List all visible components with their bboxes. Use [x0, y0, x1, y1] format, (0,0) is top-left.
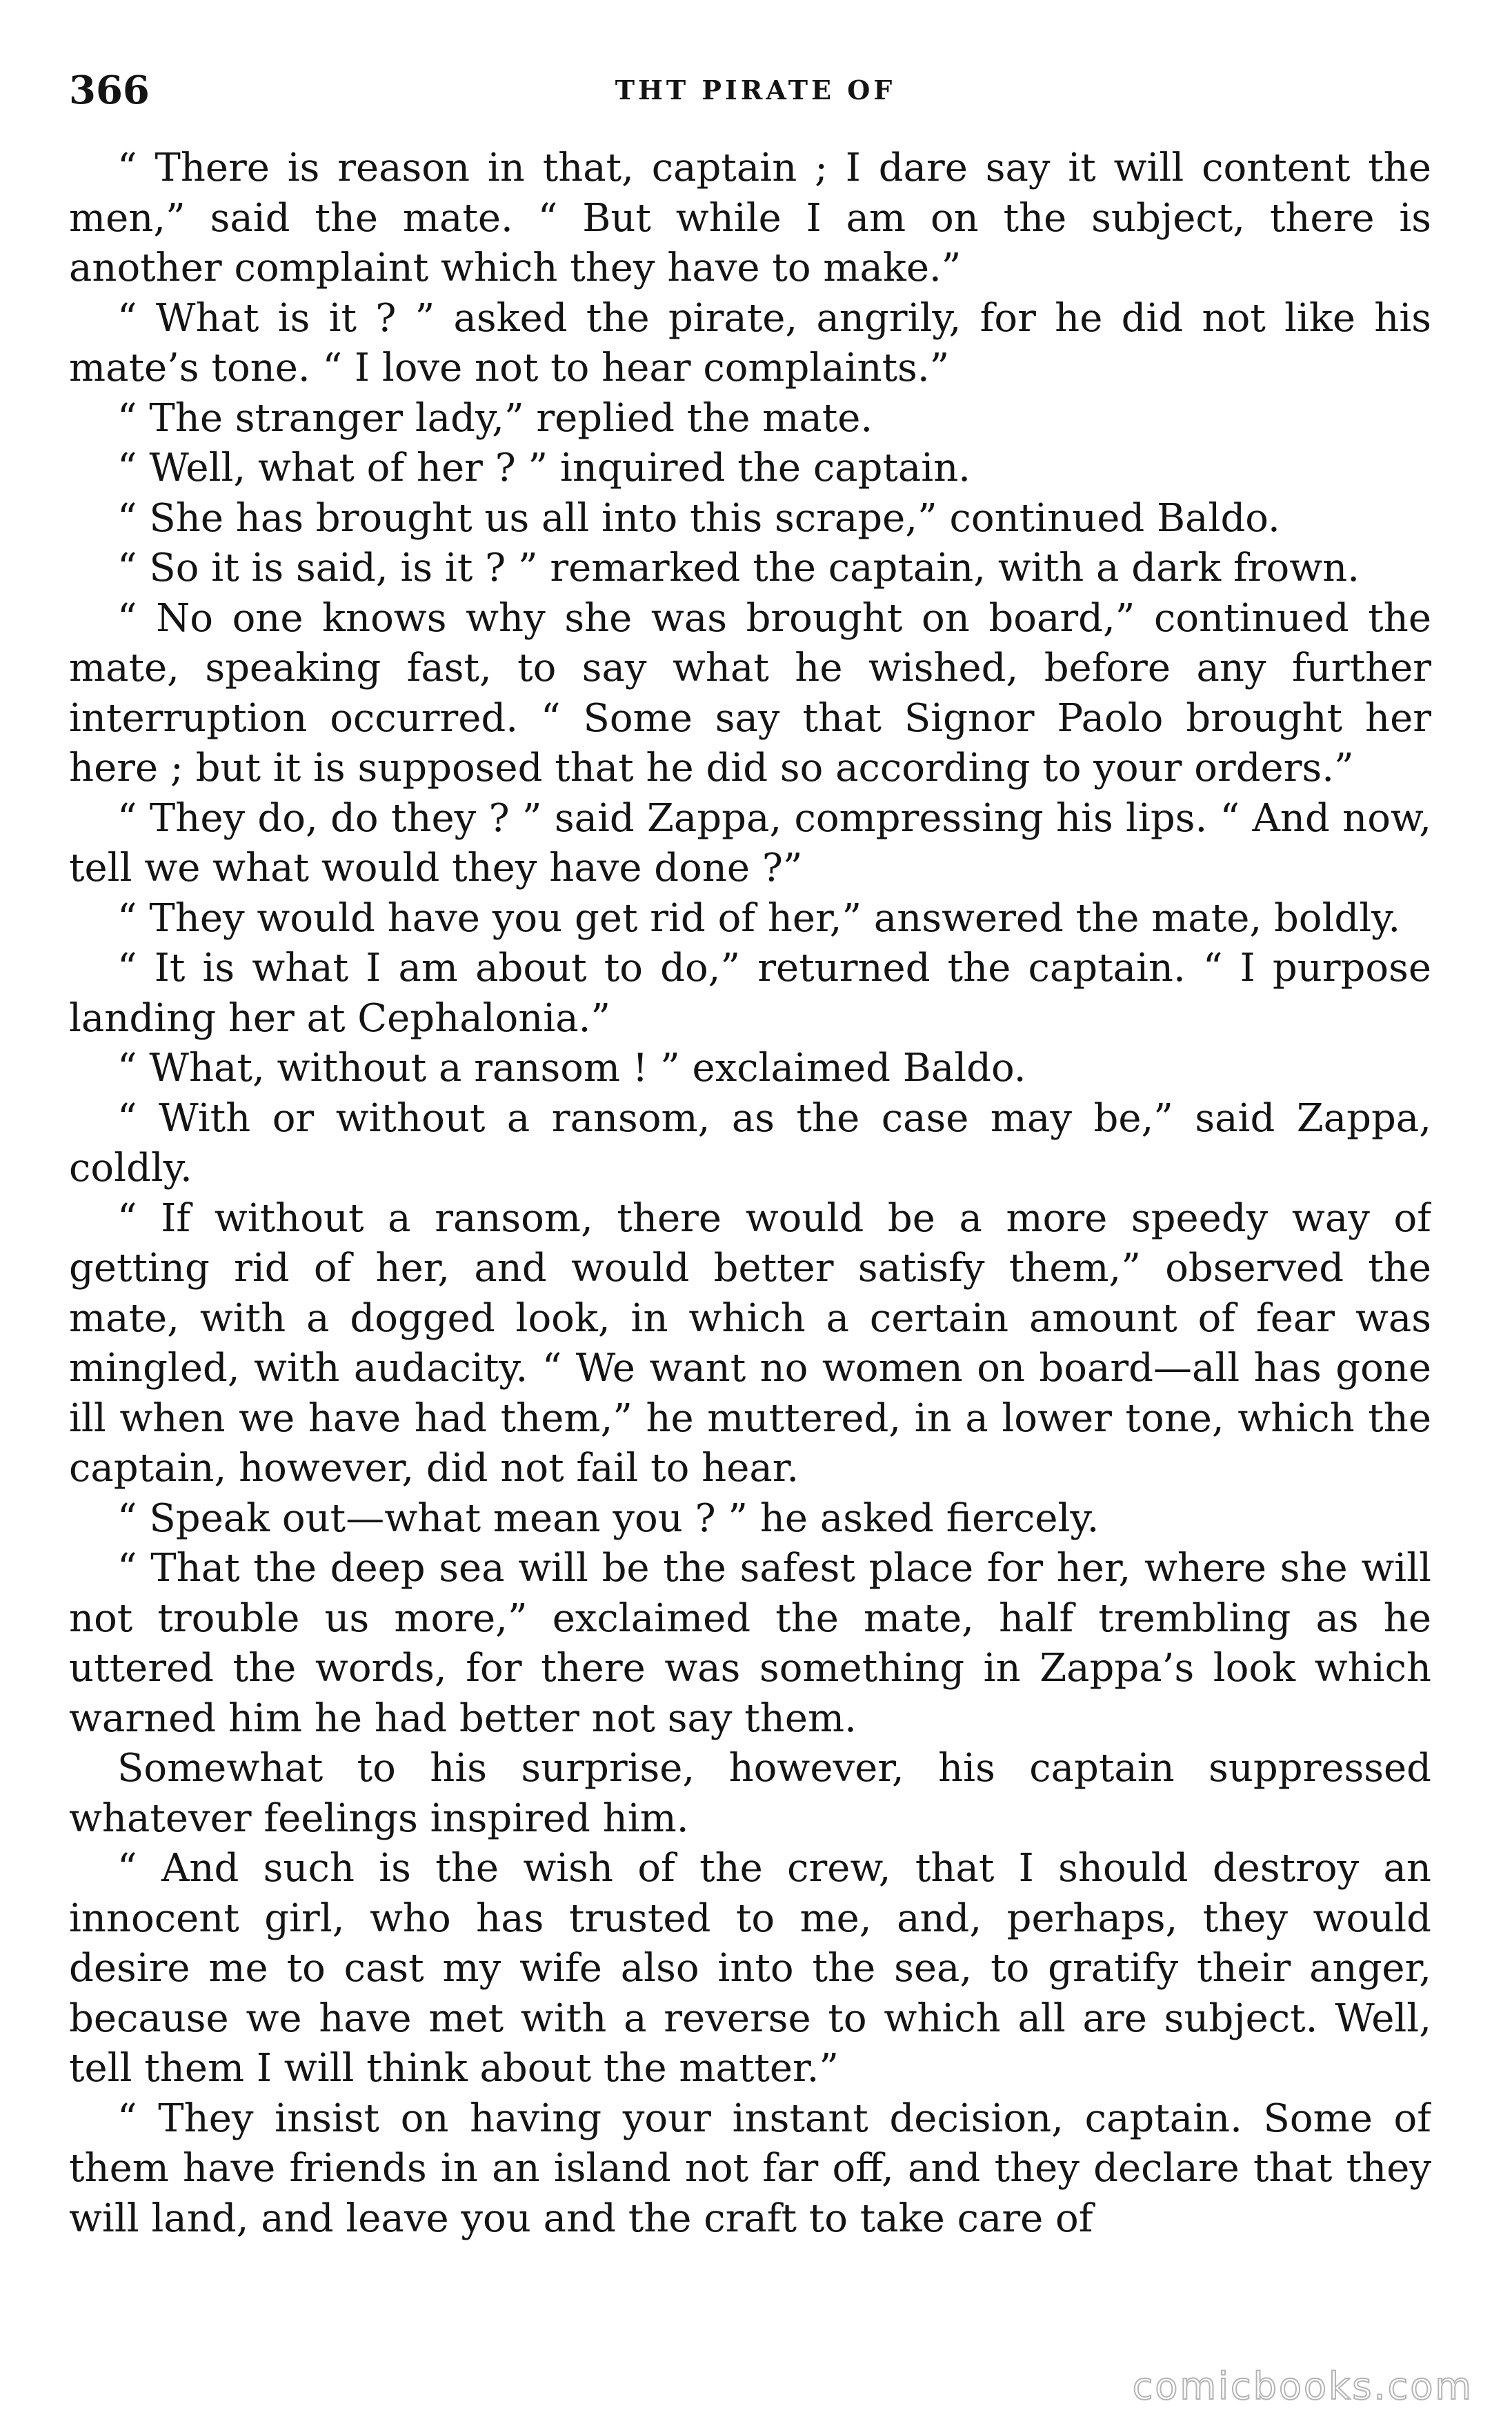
- paragraph: “ There is reason in that, captain ; I dare say it will content the men,” said the mate. “ But while I am on the subject, there is another complaint which they have to make.”: [69, 146, 1431, 290]
- running-title: THT PIRATE OF: [615, 74, 896, 106]
- paragraph: “ It is what I am about to do,” returned the captain. “ I purpose landing her at Cephalonia.”: [69, 946, 1431, 1041]
- paragraph: “ That the deep sea will be the safest place for her, where she will not trouble us more,” exclaimed the mate, half trembling as he uttered the words, for there was something in Zappa’s look which warned him he had better not say them.: [69, 1546, 1431, 1741]
- body-text: [69, 143, 1431, 2344]
- paragraph: “ No one knows why she was brought on board,” continued the mate, speaking fast, to say what he wished, before any further interruption occurred. “ Some say that Signor Paolo brought her here ; but it is supposed that he did so according to your orders.”: [69, 595, 1431, 790]
- paragraph: “ And such is the wish of the crew, that I should destroy an innocent girl, who has trusted to me, and, perhaps, they would desire me to cast my wife also into the sea, to gratify their anger, because we have met with a reverse to which all are subject. Well, tell them I will think about the matter.”: [69, 1846, 1431, 2091]
- paragraph: “ What, without a ransom ! ” exclaimed Baldo.: [117, 1046, 1026, 1091]
- paragraph: “ Speak out—what mean you ? ” he asked fiercely.: [117, 1495, 1100, 1541]
- paragraph: “ The stranger lady,” replied the mate.: [117, 395, 873, 441]
- paragraph: “ They do, do they ? ” said Zappa, compressing his lips. “ And now, tell we what would they have done ?”: [69, 795, 1431, 890]
- paragraph: “ They would have you get rid of her,” answered the mate, boldly.: [117, 895, 1401, 941]
- paragraph: “ What is it ? ” asked the pirate, angrily, for he did not like his mate’s tone. “ I love not to hear complaints.”: [69, 295, 1431, 390]
- page-number: 366: [69, 68, 150, 113]
- watermark: comicbooks.com: [1132, 2365, 1473, 2408]
- paragraph: “ They insist on having your instant decision, captain. Some of them have friends in an island not far off, and they declare that they will land, and leave you and the craft to take care of: [69, 2096, 1431, 2241]
- paragraph: “ So it is said, is it ? ” remarked the captain, with a dark frown.: [117, 546, 1360, 590]
- paragraph: “ With or without a ransom, as the case may be,” said Zappa, coldly.: [69, 1095, 1431, 1191]
- paragraph: Somewhat to his surprise, however, his captain suppressed whatever feelings inspired him.: [69, 1746, 1431, 1841]
- paragraph: “ She has brought us all into this scrape,” continued Baldo.: [117, 495, 1280, 541]
- running-head: [69, 66, 1442, 115]
- paragraph: “ If without a ransom, there would be a more speedy way of getting rid of her, and would better satisfy them,” observed the mate, with a dogged look, in which a certain amount of fear was mingled, with audacity. “ We want no women on board—all has gone ill when we have had them,” he muttered, in a lower tone, which the captain, however, did not fail to hear.: [69, 1195, 1431, 1491]
- paragraph: “ Well, what of her ? ” inquired the captain.: [117, 446, 971, 490]
